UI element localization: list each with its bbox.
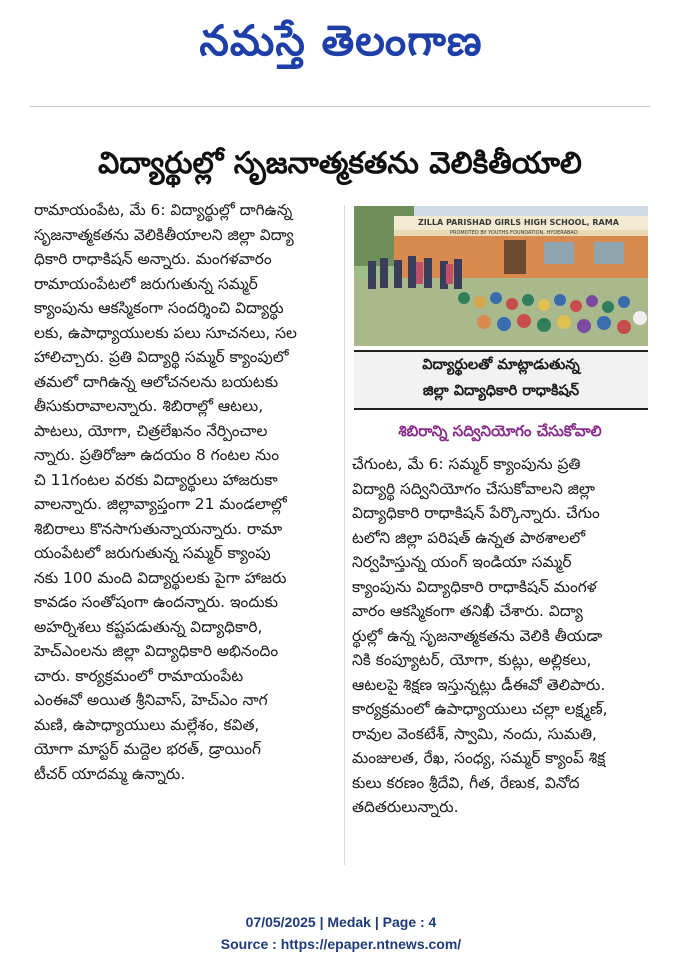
- column-divider: [344, 205, 345, 865]
- body-line: క్యాంపును ఆకస్మికంగా సందర్శించి విద్యార్థు: [34, 299, 284, 317]
- story1-body: [34, 198, 336, 786]
- body-line: విద్యాధికారి రాధాకిషన్ పేర్కొన్నారు. చేగుం: [352, 504, 600, 522]
- school-sign-subtext: PROMOTED BY YOUTHS FOUNDATION, HYDERABAD: [450, 230, 578, 236]
- body-line: క్యాంపును విద్యాధికారి రాధాకిషన్ మంగళ: [352, 577, 597, 596]
- story2-body: [352, 452, 648, 820]
- body-line: రామాయంపేట, మే 6: విద్యార్థుల్లో దాగిఉన్న: [34, 201, 293, 219]
- body-line: యోగా మాస్టర్ మద్దెల భరత్, డ్రాయింగ్: [34, 740, 262, 758]
- body-line: పాటలు, యోగా, చిత్రలేఖనం నేర్పించాల: [34, 421, 268, 440]
- body-line: నకు 100 మంది విద్యార్థులకు పైగా హాజరు: [34, 568, 287, 587]
- body-line: కావడం సంతోషంగా ఉందన్నారు. ఇందుకు: [34, 593, 278, 611]
- body-line: ఆటలపై శిక్షణ ఇస్తున్నట్లు డీఈవో తెలిపారు.: [352, 675, 606, 694]
- body-line: మంజులత, రేఖ, సంధ్య, సమ్మర్ క్యాంప్ శిక్ష: [352, 749, 606, 767]
- body-line: తదితరులున్నారు.: [352, 798, 459, 816]
- body-line: విద్యార్థి సద్వినియోగం చేసుకోవాలని జిల్లా: [352, 479, 596, 498]
- body-line: చారు. కార్యక్రమంలో రామాయంపేట: [34, 666, 244, 685]
- article-headline: విద్యార్థుల్లో సృజనాత్మకతను వెలికితీయాలి: [98, 146, 582, 181]
- body-line: లకు, ఉపాధ్యాయులకు పలు సూచనలు, సల: [34, 323, 297, 342]
- school-sign-text: ZILLA PARISHAD GIRLS HIGH SCHOOL, RAMA: [418, 218, 619, 227]
- body-line: తీసుకురావాలన్నారు. శిబిరాల్లో ఆటలు,: [34, 397, 264, 415]
- body-line: శిబిరాలు కొనసాగుతున్నాయన్నారు. రామా: [34, 519, 283, 538]
- body-line: వాలన్నారు. జిల్లావ్యాప్తంగా 21 మండలాల్లో: [34, 495, 287, 513]
- photo-caption: [354, 350, 648, 410]
- body-line: టీచర్ యాదమ్మ ఉన్నారు.: [34, 764, 186, 783]
- top-rule: [30, 106, 650, 107]
- body-line: ధికారి రాధాకిషన్ అన్నారు. మంగళవారం: [34, 250, 272, 268]
- body-line: అహర్నిశలు కష్టపడుతున్న విద్యాధికారి,: [34, 617, 263, 636]
- body-line: సృజనాత్మకతను వెలికితీయాలని జిల్లా విద్యా: [34, 225, 294, 244]
- masthead-title: నమస్తే తెలంగాణ: [199, 16, 483, 65]
- body-line: నిర్వహిస్తున్న యంగ్ ఇండియా సమ్మర్: [352, 553, 572, 571]
- body-line: కులు కరణం శ్రీదేవి, గీత, రేణుక, వినోద: [352, 773, 580, 792]
- body-line: కార్యక్రమంలో ఉపాధ్యాయులు చల్లా లక్ష్మణ్,: [352, 700, 608, 718]
- body-line: హెచ్ఎంలను జిల్లా విద్యాధికారి అభినందిం: [34, 642, 279, 660]
- footer-source-link[interactable]: Source : https://epaper.ntnews.com/: [220, 936, 462, 952]
- footer-edition-info: 07/05/2025 | Medak | Page : 4: [245, 914, 437, 930]
- body-line: చి 11గంటల వరకు విద్యార్థులు హాజరుకా: [34, 470, 278, 489]
- story2-subheadline: శిబిరాన్ని సద్వినియోగం చేసుకోవాలి: [398, 422, 602, 440]
- body-line: మణి, ఉపాధ్యాయులు మల్లేశం, కవిత,: [34, 715, 260, 734]
- body-line: చేగుంట, మే 6: సమ్మర్ క్యాంపును ప్రతి: [352, 455, 581, 473]
- body-line: యంపేటలో జరుగుతున్న సమ్మర్ క్యాంపు: [34, 544, 271, 562]
- body-line: హాలిచ్చారు. ప్రతి విద్యార్థి సమ్మర్ క్యాంపులో: [34, 348, 289, 366]
- body-line: టలోని జిల్లా పరిషత్ ఉన్నత పాఠశాలలో: [352, 528, 586, 547]
- body-line: ఎంఈవో అయిత శ్రీనివాస్, హెచ్ఎం నాగ: [34, 691, 268, 709]
- news-photo: [354, 206, 648, 346]
- body-line: నికి కంప్యూటర్, యోగా, కుట్లు, అల్లికలు,: [352, 651, 592, 669]
- body-line: రావుల వెంకటేశ్, స్వామి, నందు, సుమతి,: [352, 724, 597, 743]
- body-line: రామాయంపేటలో జరుగుతున్న సమ్మర్: [34, 274, 258, 293]
- body-line: వారం ఆకస్మికంగా తనిఖీ చేశారు. విద్యా: [352, 602, 583, 620]
- body-line: ర్థుల్లో ఉన్న సృజనాత్మకతను వెలికి తీయడా: [352, 626, 603, 645]
- caption-line-1: విద్యార్థులతో మాట్లాడుతున్న: [422, 357, 580, 373]
- body-line: తమలో దాగిఉన్న ఆలోచనలను బయటకు: [34, 372, 279, 391]
- body-line: న్నారు. ప్రతిరోజూ ఉదయం 8 గంటల నుం: [34, 446, 280, 464]
- caption-line-2: జిల్లా విద్యాధికారి రాధాకిషన్: [422, 383, 580, 399]
